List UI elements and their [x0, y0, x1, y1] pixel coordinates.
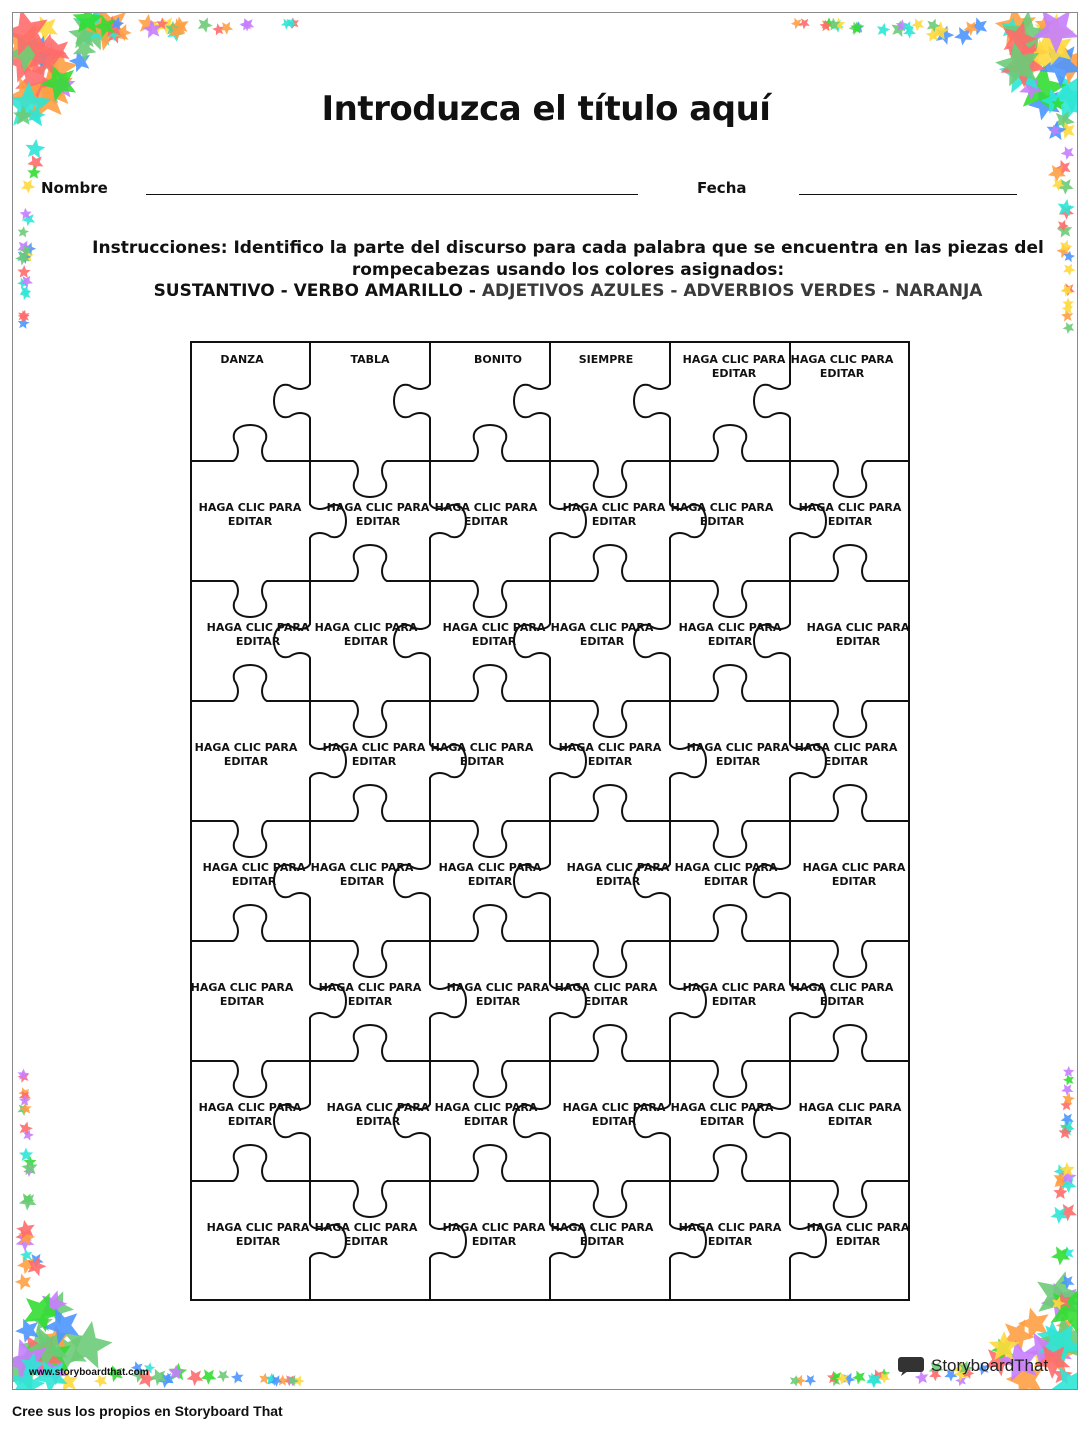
star-icon — [20, 288, 31, 300]
puzzle-piece-label[interactable]: HAGA CLIC PARA EDITAR — [678, 621, 782, 648]
puzzle-piece-label[interactable]: HAGA CLIC PARA EDITAR — [326, 501, 430, 528]
star-icon — [1061, 1113, 1074, 1126]
jigsaw-puzzle — [190, 341, 910, 1306]
star-icon — [19, 1121, 33, 1135]
puzzle-piece-label[interactable]: HAGA CLIC PARA EDITAR — [442, 621, 546, 648]
website-url: www.storyboardthat.com — [29, 1367, 149, 1378]
star-icon — [1061, 146, 1075, 160]
speech-bubble-icon — [897, 1355, 927, 1377]
star-icon — [231, 1371, 244, 1384]
puzzle-piece-label[interactable]: HAGA CLIC PARA EDITAR — [806, 621, 910, 648]
puzzle-piece-label[interactable]: HAGA CLIC PARA EDITAR — [670, 501, 774, 528]
star-icon — [805, 1375, 817, 1386]
puzzle-piece-label[interactable]: HAGA CLIC PARA EDITAR — [802, 861, 906, 888]
puzzle-piece-label[interactable]: BONITO — [474, 353, 522, 366]
puzzle-piece-label[interactable]: HAGA CLIC PARA EDITAR — [430, 741, 534, 768]
puzzle-piece-label[interactable]: SIEMPRE — [578, 353, 634, 366]
category-0: SUSTANTIVO - VERBO AMARILLO - — [153, 281, 482, 301]
storyboardthat-logo — [897, 1355, 1048, 1377]
puzzle-piece-label[interactable]: HAGA CLIC PARA EDITAR — [790, 981, 894, 1008]
puzzle-piece-label[interactable]: HAGA CLIC PARA EDITAR — [314, 621, 418, 648]
puzzle-piece-label[interactable]: HAGA CLIC PARA EDITAR — [190, 981, 294, 1008]
star-icon — [911, 18, 924, 31]
puzzle-piece-label[interactable]: TABLA — [350, 353, 390, 366]
puzzle-piece-label[interactable]: HAGA CLIC PARA EDITAR — [198, 501, 302, 528]
category-3: NARANJA — [895, 281, 983, 301]
puzzle-outline — [190, 341, 910, 1301]
worksheet-page — [12, 12, 1078, 1390]
puzzle-piece-label[interactable]: DANZA — [220, 353, 264, 366]
puzzle-piece-label[interactable]: HAGA CLIC PARA EDITAR — [442, 1221, 546, 1248]
worksheet-title[interactable]: Introduzca el título aquí — [321, 89, 771, 129]
puzzle-piece-label[interactable]: HAGA CLIC PARA EDITAR — [798, 501, 902, 528]
puzzle-piece-label[interactable]: HAGA CLIC PARA EDITAR — [790, 353, 894, 380]
puzzle-piece-label[interactable]: HAGA CLIC PARA EDITAR — [550, 1221, 654, 1248]
puzzle-piece-label[interactable]: HAGA CLIC PARA EDITAR — [678, 1221, 782, 1248]
date-label: Fecha — [697, 179, 747, 197]
puzzle-piece-label[interactable]: HAGA CLIC PARA EDITAR — [310, 861, 414, 888]
star-icon — [21, 179, 35, 193]
star-icon — [1063, 1074, 1074, 1085]
puzzle-piece-label[interactable]: HAGA CLIC PARA EDITAR — [322, 741, 426, 768]
star-icon — [27, 166, 41, 179]
category-2: ADVERBIOS VERDES - — [683, 281, 896, 301]
puzzle-piece-label[interactable]: HAGA CLIC PARA EDITAR — [566, 861, 670, 888]
puzzle-piece-label[interactable]: HAGA CLIC PARA EDITAR — [806, 1221, 910, 1248]
puzzle-piece-label[interactable]: HAGA CLIC PARA EDITAR — [318, 981, 422, 1008]
puzzle-piece-label[interactable]: HAGA CLIC PARA EDITAR — [206, 621, 310, 648]
puzzle-piece-label[interactable]: HAGA CLIC PARA EDITAR — [438, 861, 542, 888]
puzzle-piece-label[interactable]: HAGA CLIC PARA EDITAR — [682, 981, 786, 1008]
star-icon — [1061, 1084, 1073, 1096]
name-label: Nombre — [41, 179, 108, 197]
puzzle-piece-label[interactable]: HAGA CLIC PARA EDITAR — [206, 1221, 310, 1248]
star-icon — [1063, 1066, 1074, 1077]
puzzle-piece-label[interactable]: HAGA CLIC PARA EDITAR — [434, 1101, 538, 1128]
category-legend — [63, 281, 1073, 301]
puzzle-piece-label[interactable]: HAGA CLIC PARA EDITAR — [314, 1221, 418, 1248]
puzzle-piece-label[interactable]: HAGA CLIC PARA EDITAR — [682, 353, 786, 380]
star-icon — [19, 1193, 37, 1210]
date-line[interactable] — [799, 194, 1017, 195]
star-icon — [15, 1274, 31, 1291]
puzzle-piece-label[interactable]: HAGA CLIC PARA EDITAR — [554, 981, 658, 1008]
star-icon — [877, 23, 890, 37]
instructions-text: Instrucciones: Identifico la parte del discurso para cada palabra que se encuentra en las piezas del rompecabezas usando los colores asignados: — [92, 238, 1044, 280]
footer-text: Cree sus los propios en Storyboard That — [12, 1403, 283, 1419]
logo-text: StoryboardThat — [931, 1356, 1049, 1375]
star-icon — [217, 1370, 230, 1382]
puzzle-piece-label[interactable]: HAGA CLIC PARA EDITAR — [550, 621, 654, 648]
puzzle-piece-label[interactable]: HAGA CLIC PARA EDITAR — [562, 501, 666, 528]
puzzle-piece-label[interactable]: HAGA CLIC PARA EDITAR — [674, 861, 778, 888]
star-icon — [790, 1375, 801, 1387]
star-icon — [26, 139, 46, 159]
star-icon — [198, 17, 213, 32]
puzzle-piece-label[interactable]: HAGA CLIC PARA EDITAR — [326, 1101, 430, 1128]
star-icon — [17, 265, 30, 278]
puzzle-piece-label[interactable]: HAGA CLIC PARA EDITAR — [446, 981, 550, 1008]
name-line[interactable] — [146, 194, 638, 195]
star-icon — [1063, 322, 1075, 334]
puzzle-piece-label[interactable]: HAGA CLIC PARA EDITAR — [798, 1101, 902, 1128]
star-icon — [187, 1370, 204, 1386]
star-icon — [852, 1371, 866, 1385]
puzzle-piece-label[interactable]: HAGA CLIC PARA EDITAR — [194, 741, 298, 768]
puzzle-piece-label[interactable]: HAGA CLIC PARA EDITAR — [670, 1101, 774, 1128]
puzzle-piece-label[interactable]: HAGA CLIC PARA EDITAR — [198, 1101, 302, 1128]
puzzle-piece-label[interactable]: HAGA CLIC PARA EDITAR — [794, 741, 898, 768]
puzzle-piece-label[interactable]: HAGA CLIC PARA EDITAR — [686, 741, 790, 768]
puzzle-piece-label[interactable]: HAGA CLIC PARA EDITAR — [558, 741, 662, 768]
star-icon — [201, 1369, 217, 1384]
puzzle-piece-label[interactable]: HAGA CLIC PARA EDITAR — [562, 1101, 666, 1128]
category-1: ADJETIVOS AZULES - — [481, 281, 684, 301]
puzzle-piece-label[interactable]: HAGA CLIC PARA EDITAR — [434, 501, 538, 528]
star-icon — [18, 226, 29, 237]
puzzle-piece-label[interactable]: HAGA CLIC PARA EDITAR — [202, 861, 306, 888]
